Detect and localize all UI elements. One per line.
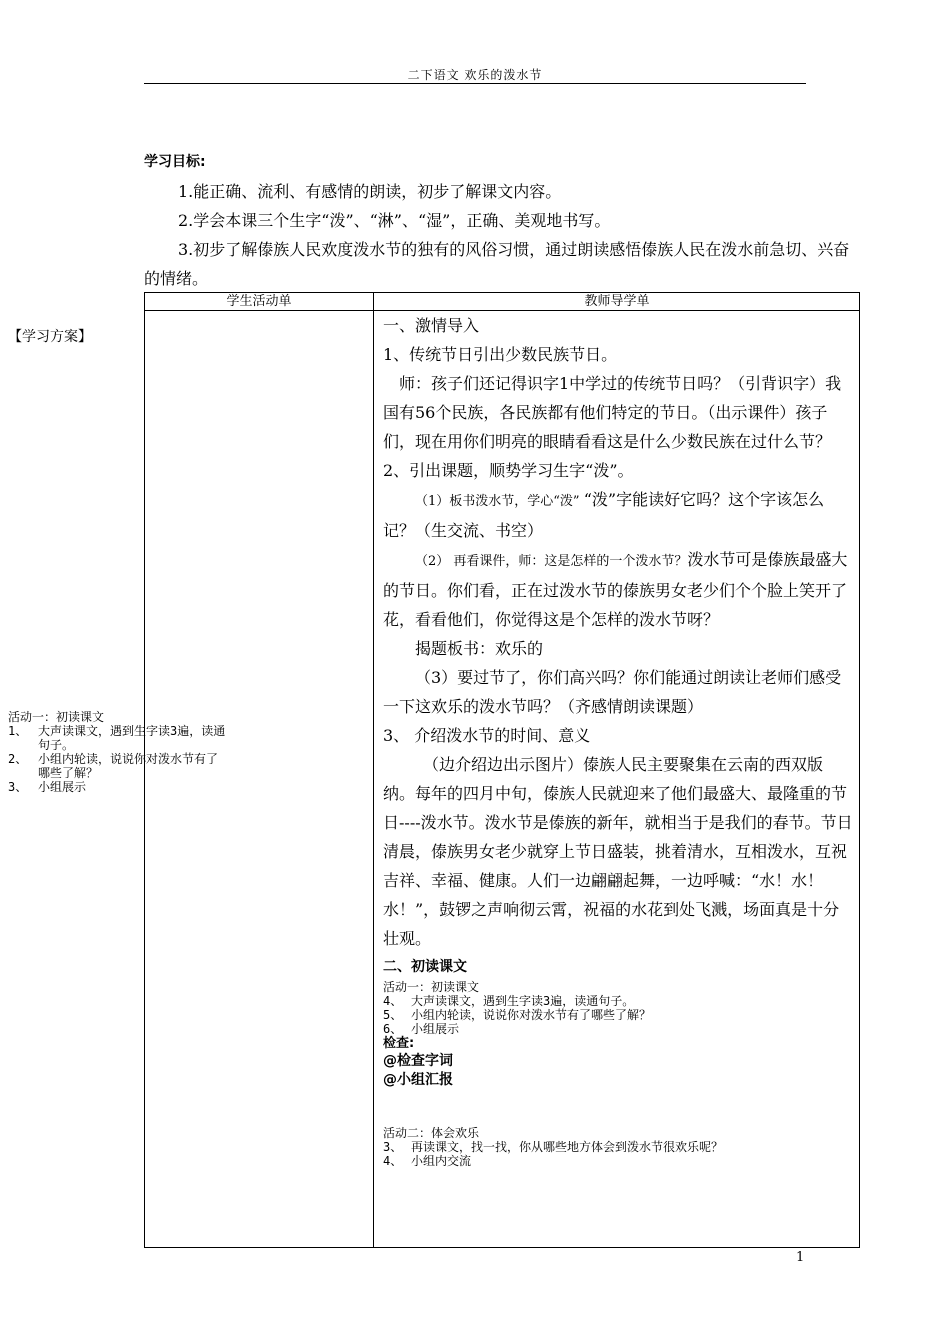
- list-item-text: 小组内轮读，说说你对泼水节有了哪些了解？: [38, 752, 219, 780]
- check-item: @检查字词: [383, 1053, 453, 1069]
- list-item-number: 5、: [383, 1008, 403, 1022]
- column-divider: [373, 293, 374, 1247]
- goal-item-2: 2.学会本课三个生字“泼”、“淋”、“湿”，正确、美观地书写。: [178, 211, 611, 230]
- header-teacher-guide: 教师导学单: [584, 294, 650, 309]
- list-item: [8, 752, 226, 780]
- list-item-number: 4、: [383, 994, 403, 1008]
- paragraph: 3、 介绍泼水节的时间、意义: [383, 726, 591, 745]
- teacher-guide-column: [383, 311, 853, 1168]
- paragraph-rest: 泼水节可是傣族最盛大的节日。你们看，正在过泼水节的傣族男女老少们个个脸上笑开了花，看看他们，你觉得这是个怎样的泼水节呀？: [383, 550, 848, 629]
- list-item-text: 小组内交流: [411, 1154, 472, 1168]
- goal-item-3: 3.初步了解傣族人民欢度泼水节的独有的风俗习惯，通过朗读感悟傣族人民在泼水前急切、兴奋的情绪。: [144, 240, 850, 288]
- list-item-text: 大声读课文，遇到生字读3遍，读通句子。: [411, 994, 635, 1008]
- list-item: [383, 994, 853, 1008]
- spacer: [383, 1090, 853, 1126]
- check-label: 检查:: [383, 1036, 415, 1051]
- goal-item-1: 1.能正确、流利、有感情的朗读，初步了解课文内容。: [178, 182, 562, 201]
- list-item-text: 小组展示: [38, 780, 87, 794]
- page-number: 1: [796, 1250, 805, 1265]
- page-header: 二下语文 欢乐的泼水节: [407, 68, 543, 82]
- list-item: [8, 780, 226, 794]
- header-student-activity: 学生活动单: [226, 294, 292, 309]
- list-item-number: 2、: [8, 752, 28, 766]
- list-item-number: 4、: [383, 1154, 403, 1168]
- paragraph: 揭题板书：欢乐的: [415, 639, 544, 658]
- teacher-activity-two: [383, 1126, 853, 1168]
- plan-label: 【学习方案】: [8, 329, 92, 345]
- paragraph-lead: （2） 再看课件，师：这是怎样的一个泼水节？: [415, 554, 688, 569]
- paragraph: 师：孩子们还记得识字1中学过的传统节日吗？（引背识字）我国有56个民族，各民族都有他们特定的节日。（出示课件）孩子们，现在用你们明亮的眼睛看看这是什么少数民族在过什么节？: [383, 374, 842, 451]
- paragraph: 1、传统节日引出少数民族节日。: [383, 345, 618, 364]
- list-item-number: 1、: [8, 724, 28, 738]
- activity-one-title: 活动一：初读课文: [8, 710, 105, 724]
- section-one-title: 一、激情导入: [383, 316, 480, 335]
- paragraph: 2、引出课题，顺势学习生字“泼”。: [383, 461, 634, 480]
- section-two-title: 二、初读课文: [383, 959, 467, 975]
- activity-title: 活动二：体会欢乐: [383, 1126, 480, 1140]
- paragraph: [383, 545, 853, 634]
- check-item: @小组汇报: [383, 1072, 453, 1088]
- header-rule: [144, 83, 806, 84]
- list-item-text: 小组内轮读，说说你对泼水节有了哪些了解？: [411, 1008, 652, 1022]
- list-item: [383, 1022, 853, 1036]
- paragraph: （边介绍边出示图片）傣族人民主要聚集在云南的西双版纳。每年的四月中旬，傣族人民就迎来了他们最盛大、最隆重的节日----泼水节。泼水节是傣族的新年，就相当于是我们的春节。节日清晨，傣族男女老少就穿上节日盛装，挑着清水，互相泼水，互祝吉祥、幸福、健康。人们一边翩翩起舞，一边呼喊：“水！水！水！”，鼓锣之声响彻云霄，祝福的水花到处飞溅，场面真是十分壮观。: [383, 755, 853, 948]
- table-header-row: [145, 293, 859, 311]
- list-item: [8, 724, 226, 752]
- paragraph: （3）要过节了，你们高兴吗？你们能通过朗读让老师们感受一下这欢乐的泼水节吗？（齐感情朗读课题）: [383, 668, 842, 716]
- list-item-text: 小组展示: [411, 1022, 460, 1036]
- activity-title: 活动一：初读课文: [383, 980, 480, 994]
- list-item: [383, 1154, 853, 1168]
- list-item-text: 再读课文，找一找，你从哪些地方体会到泼水节很欢乐呢？: [411, 1140, 724, 1154]
- paragraph-lead: （1）板书泼水节，学心“泼”: [415, 494, 584, 509]
- paragraph-rest: “泼”字能读好它吗？这个字该怎么记？（生交流、书空）: [383, 490, 825, 540]
- list-item: [383, 1140, 853, 1154]
- list-item-text: 大声读课文，遇到生字读3遍，读通句子。: [38, 724, 226, 752]
- list-item-number: 3、: [8, 780, 28, 794]
- student-activity-one: [8, 710, 226, 794]
- list-item-number: 6、: [383, 1022, 403, 1036]
- list-item: [383, 1008, 853, 1022]
- paragraph: [383, 485, 853, 545]
- list-item-number: 3、: [383, 1140, 403, 1154]
- goals-title: 学习目标:: [144, 154, 206, 170]
- teacher-activity-one: [383, 980, 853, 1036]
- learning-goals: [144, 148, 860, 293]
